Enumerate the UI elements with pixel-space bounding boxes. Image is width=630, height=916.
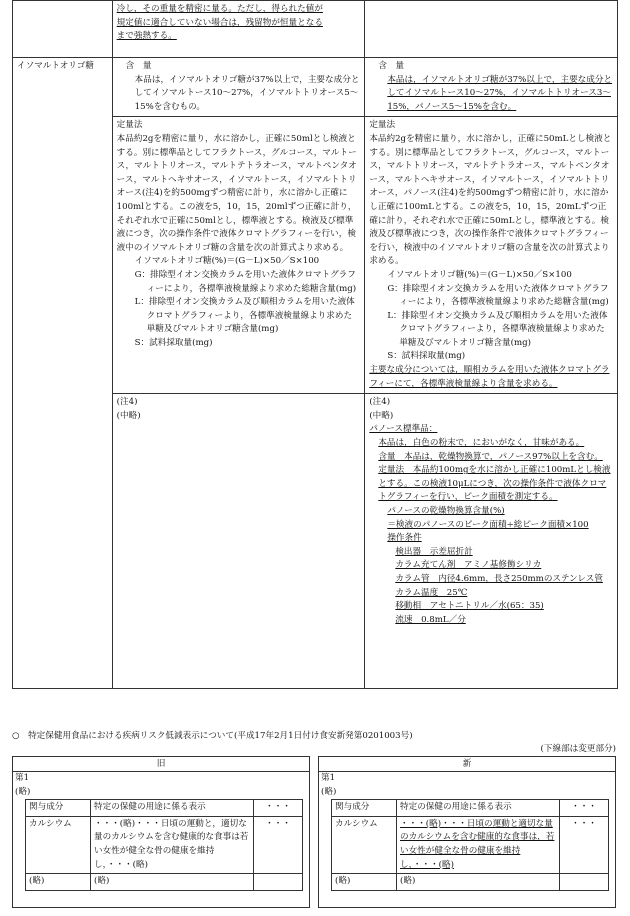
table-cell: カルシウム (26, 816, 91, 873)
panose-content: 含量 本品は，乾燥物換算で，パノース97%以上を含む。 (378, 451, 603, 462)
table-cell: (略) (332, 874, 397, 891)
table-cell: ・・・ (560, 816, 609, 873)
new-header: 新 (319, 757, 615, 772)
note-omit: (中略) (116, 410, 141, 421)
panose-title: パノース標準品： (369, 424, 438, 435)
table-cell: (略) (397, 874, 560, 891)
old-cell (112, 117, 365, 394)
l-item: L：排除型イオン交換カラム及び順相カラムを用いた液体クロマトグラフィーより，各標準液検量線より求めた単糖及びマルトオリゴ糖含量(mg) (134, 297, 355, 335)
new-cell (365, 394, 618, 689)
table-cell: ・・・(略)・・・日頃の運動と，適切な量のカルシウムを含む健康的な食事は若い女性が健全な骨の健康を維持し，・・・(略) (91, 816, 254, 873)
old-cell (112, 394, 365, 689)
old-header: 旧 (13, 757, 309, 772)
cond-item: カラム温度 25℃ (395, 587, 468, 598)
table-row (332, 816, 609, 873)
row-label (13, 58, 113, 689)
claim-table (25, 799, 303, 891)
table-cell: カルシウム (332, 816, 397, 873)
table-row (332, 800, 609, 817)
cond-heading: 操作条件 (387, 533, 422, 544)
old-quant: 本品約2gを精密に量り，水に溶かし，正確に50mlとし検液とする。別に標準品としてフラクトース，グルコース，マルトース，マルトトリオース，マルトテトラオース，マルトペンタオース，マルトヘキサオース，イソマルトース，イソマルトトリオース(注4)を約500mgずつ精密に計り，水に溶かし正確に100mlとする。この液を5，10，15，20mlずつ正確に計り，それぞれ水で正確に50mlとし，標準液とする。検液及び標準液につき，次の操作条件で液体クロマトグラフィーを行い，検液中のイソマルトオリゴ糖の含量を次の計算式より求める。 (116, 133, 357, 253)
old-content: 本品は，イソマルトオリゴ糖が37%以上で，主要な成分としてイソマルトース10～27%，イソマルトトリオース5～15%を含むもの。 (134, 74, 360, 112)
table-cell: 関与成分 (332, 800, 397, 817)
table-cell (560, 874, 609, 891)
old-text: 冷し，その重量を精密に量る。ただし，得られた値が (116, 4, 323, 14)
table-row (26, 874, 303, 891)
table-cell: ・・・ (254, 816, 303, 873)
table-cell: ・・・ (254, 800, 303, 817)
old-cell (112, 1, 365, 58)
s-item: S：試料採取量(mg) (134, 337, 213, 348)
l-item: L：排除型イオン交換カラム及び順相カラムを用いた液体クロマトグラフィーより，各標準液検量線より求めた単糖及びマルトオリゴ糖含量(mg) (387, 310, 608, 348)
item-number: 第1 (321, 773, 336, 783)
claim-table (331, 799, 609, 891)
item-number: 第1 (15, 773, 30, 783)
panose-desc: 本品は，白色の粉末で，においがなく，甘味がある。 (378, 438, 585, 449)
note-label: (注4) (369, 397, 391, 408)
old-cell (112, 58, 365, 117)
omit-text: (略) (321, 786, 337, 797)
s-item: S：試料採取量(mg) (387, 351, 466, 362)
table-row (332, 874, 609, 891)
item-name: イソマルトオリゴ糖 (17, 61, 94, 71)
comparison-table (12, 0, 618, 689)
cond-item: 移動相 アセトニトリル／水(65：35) (395, 601, 544, 612)
old-text: 規定値に適合していない場合は，残留物が恒量となる (116, 17, 323, 28)
table-cell: ・・・ (560, 800, 609, 817)
formula: イソマルトオリゴ糖(%)＝(G－L)×50／S×100 (387, 269, 572, 280)
new-quant: 本品約2gを精密に量り，水に溶かし，正確に50mLとし検液とする。別に標準品としてフラクトース，グルコース，マルトース，マルトトリオース，マルトテトラオース，マルトペンタオース，マルトヘキサオース，イソマルトース，イソマルトトリオース，パノース(注4)を約500mgずつ精密に計り，水に溶かし正確に100mLとする。この液を5，10，15，20mLずつ正確に計り，それぞれ水で正確に50mLとし，標準液とする。検液及び標準液につき，次の操作条件で液体クロマトグラフィーを行い，検液中のイソマルトオリゴ糖の含量を次の計算式より求める。 (369, 133, 612, 267)
table-cell: 関与成分 (26, 800, 91, 817)
table-cell: 特定の保健の用途に係る表示 (397, 800, 560, 817)
new-content: 本品は，イソマルトオリゴ糖が37%以上で，主要な成分としてイソマルトース10～27%，イソマルトトリオース3～15%，パノース5～15%を含む。 (387, 74, 613, 112)
row-label (13, 1, 113, 58)
g-item: G：排除型イオン交換カラムを用いた液体クロマトグラフィーにより，各標準液検量線より求めた総糖含量(mg) (134, 269, 357, 294)
old-frame (12, 756, 310, 908)
new-frame (318, 756, 616, 908)
panose-calc: ＝検液のパノースのピーク面積÷総ピーク面積×100 (387, 519, 589, 530)
content-heading: 含 量 (378, 61, 405, 71)
cond-item: カラム充てん剤 アミノ基修飾シリカ (395, 560, 542, 571)
table-cell: ・・・(略)・・・日頃の運動と適切な量のカルシウムを含む健康的な食事は，若い女性が健全な骨の健康を維持し，・・・(略) (397, 816, 560, 873)
new-cell (365, 1, 618, 58)
cond-item: カラム管 内径4.6mm，長さ250mmのステンレス管 (395, 573, 603, 584)
table-row (26, 800, 303, 817)
table-cell: 特定の保健の用途に係る表示 (91, 800, 254, 817)
panose-calc: パノースの乾燥物換算含量(%) (387, 506, 505, 516)
section-title: ○ 特定保健用食品における疾病リスク低減表示について(平成17年2月1日付け食安新発第0201003号) (12, 731, 413, 741)
table-row (26, 816, 303, 873)
g-item: G：排除型イオン交換カラムを用いた液体クロマトグラフィーにより，各標準液検量線より求めた総糖含量(mg) (387, 283, 609, 308)
omit-text: (略) (15, 786, 31, 797)
table-cell: (略) (91, 874, 254, 891)
panose-quant: 定量法 本品約100mgを水に溶かし正確に100mLとし検液とする。この検液10μLにつき，次の操作条件で液体クロマトグラフィーを行い，ピーク面積を測定する。 (378, 465, 611, 503)
old-text: まで強熱する。 (116, 31, 177, 42)
note-omit: (中略) (369, 410, 394, 421)
note-label: (注4) (116, 397, 138, 408)
cond-item: 流速 0.8mL／分 (395, 614, 466, 625)
new-cell (365, 117, 618, 394)
table-cell: (略) (26, 874, 91, 891)
new-cell (365, 58, 618, 117)
content-heading: 含 量 (125, 61, 152, 71)
table-row (13, 1, 618, 58)
quant-heading: 定量法 (369, 120, 396, 131)
table-row (13, 58, 618, 117)
quant-heading: 定量法 (116, 120, 143, 131)
formula: イソマルトオリゴ糖(%)＝(G－L)×50／S×100 (134, 256, 320, 267)
table-cell (254, 874, 303, 891)
change-note: (下線部は変更部分) (540, 744, 616, 754)
cond-item: 検出器 示差屈折計 (395, 546, 473, 557)
new-extra: 主要な成分については，順相カラムを用いた液体クロマトグラフィーにて，各標準液検量線より含量を求める。 (369, 365, 610, 389)
